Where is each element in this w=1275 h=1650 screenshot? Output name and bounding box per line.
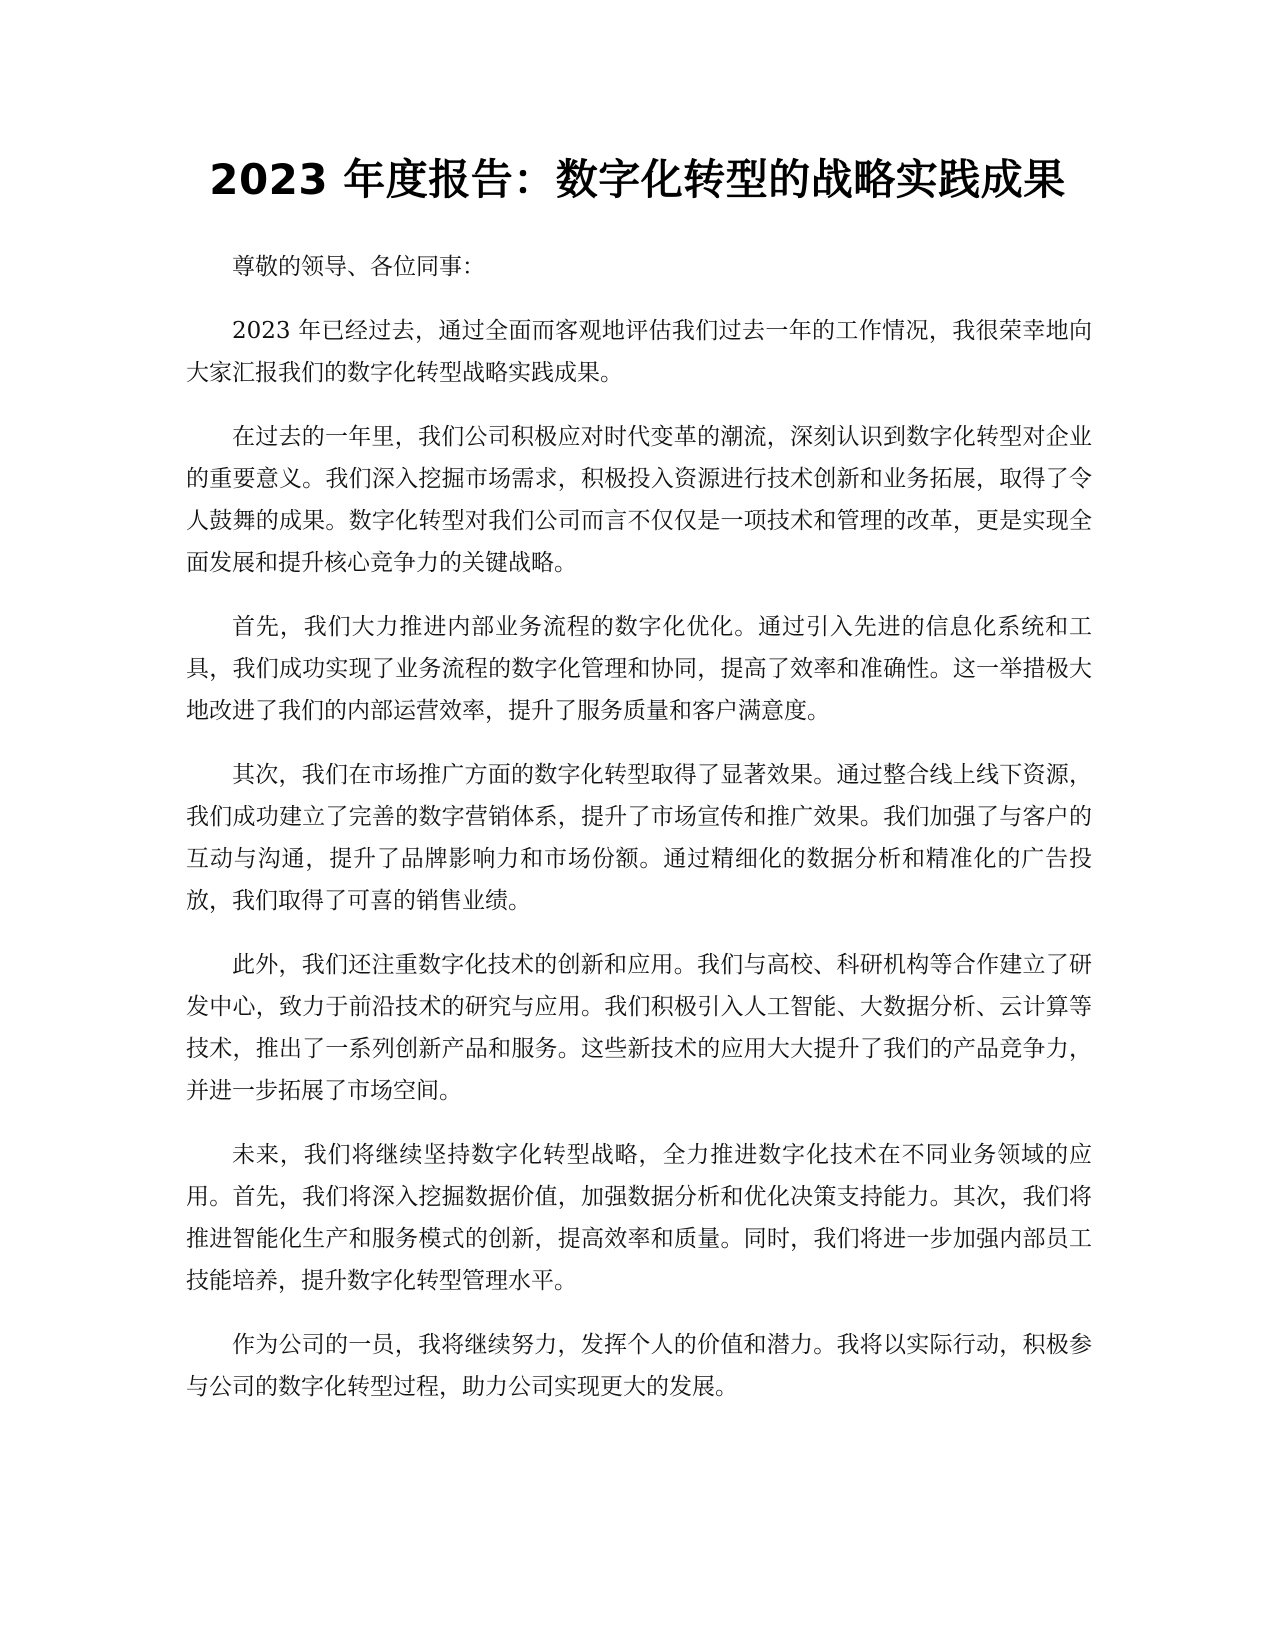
intro-paragraph: 2023 年已经过去，通过全面而客观地评估我们过去一年的工作情况，我很荣幸地向大家汇报我们的数字化转型战略实践成果。 [186,318,1092,386]
document-title: 2023 年度报告：数字化转型的战略实践成果 [209,155,1066,204]
future-plan-paragraph: 未来，我们将继续坚持数字化转型战略，全力推进数字化技术在不同业务领域的应用。首先，我们将深入挖掘数据价值，加强数据分析和优化决策支持能力。其次，我们将推进智能化生产和服务模式的创新，提高效率和质量。同时，我们将进一步加强内部员工技能培养，提升数字化转型管理水平。 [186,1142,1092,1294]
document-body [186,246,1092,1430]
innovation-paragraph: 此外，我们还注重数字化技术的创新和应用。我们与高校、科研机构等合作建立了研发中心，致力于前沿技术的研究与应用。我们积极引入人工智能、大数据分析、云计算等技术，推出了一系列创新产品和服务。这些新技术的应用大大提升了我们的产品竞争力，并进一步拓展了市场空间。 [186,952,1092,1104]
internal-process-paragraph: 首先，我们大力推进内部业务流程的数字化优化。通过引入先进的信息化系统和工具，我们成功实现了业务流程的数字化管理和协同，提高了效率和准确性。这一举措极大地改进了我们的内部运营效率，提升了服务质量和客户满意度。 [186,614,1092,724]
closing-paragraph: 作为公司的一员，我将继续努力，发挥个人的价值和潜力。我将以实际行动，积极参与公司的数字化转型过程，助力公司实现更大的发展。 [186,1332,1092,1400]
salutation-paragraph: 尊敬的领导、各位同事： [232,254,485,280]
marketing-paragraph: 其次，我们在市场推广方面的数字化转型取得了显著效果。通过整合线上线下资源，我们成功建立了完善的数字营销体系，提升了市场宣传和推广效果。我们加强了与客户的互动与沟通，提升了品牌影响力和市场份额。通过精细化的数据分析和精准化的广告投放，我们取得了可喜的销售业绩。 [186,762,1092,914]
overview-paragraph: 在过去的一年里，我们公司积极应对时代变革的潮流，深刻认识到数字化转型对企业的重要意义。我们深入挖掘市场需求，积极投入资源进行技术创新和业务拓展，取得了令人鼓舞的成果。数字化转型对我们公司而言不仅仅是一项技术和管理的改革，更是实现全面发展和提升核心竞争力的关键战略。 [186,424,1092,576]
